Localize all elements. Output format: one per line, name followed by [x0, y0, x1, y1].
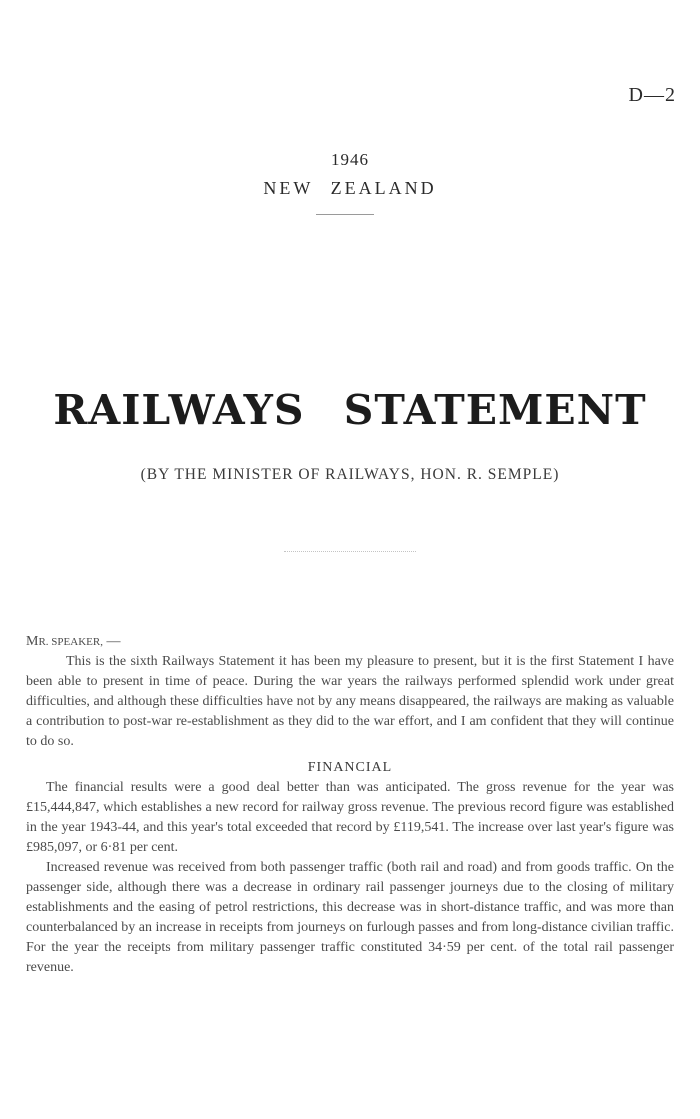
document-title: RAILWAYS STATEMENT: [53, 386, 647, 434]
salutation-dash: —: [102, 634, 121, 649]
country-heading: NEW ZEALAND: [263, 178, 437, 198]
title-divider: [284, 551, 416, 552]
financial-paragraph-2: Increased revenue was received from both passenger traffic (both rail and road) and from goods traffic. On the passenger side, although there was a decrease in ordinary rail passenger journeys due to the closing of military establishments and the easing of petrol restrictions, this decrease was in short-distance traffic, and was more than counterbalanced by an increase in receipts from journeys on furlough passes and from long-distance civilian traffic. For the year the receipts from military passenger traffic constituted 34·59 per cent. of the total rail passenger revenue.: [26, 860, 674, 975]
salutation: [26, 632, 674, 652]
header-divider: [316, 214, 374, 215]
section-heading-financial: FINANCIAL: [307, 760, 393, 775]
salutation-rest: R. SPEAKER,: [38, 636, 103, 648]
document-byline: (BY THE MINISTER OF RAILWAYS, HON. R. SEMPLE): [140, 466, 560, 483]
page-reference: D—2: [628, 84, 676, 106]
intro-paragraph: This is the sixth Railways Statement it has been my pleasure to present, but it is the first Statement I have been able to present in time of peace. During the war years the railways performed splendid work under great difficulties, and although these difficulties have not by any means disappeared, the railways are making as valuable a contribution to post-war re-establishment as they did to the war effort, and I am confident that they will continue to do so.: [26, 654, 674, 749]
document-body: [26, 632, 674, 978]
document-year: 1946: [331, 150, 369, 169]
financial-paragraph-1: The financial results were a good deal better than was anticipated. The gross revenue for the year was £15,444,847, which establishes a new record for railway gross revenue. The previous record figure was established in the year 1943-44, and this year's total exceeded that record by £119,541. The increase over last year's figure was £985,097, or 6·81 per cent.: [26, 780, 674, 855]
salutation-initial: M: [26, 634, 39, 649]
